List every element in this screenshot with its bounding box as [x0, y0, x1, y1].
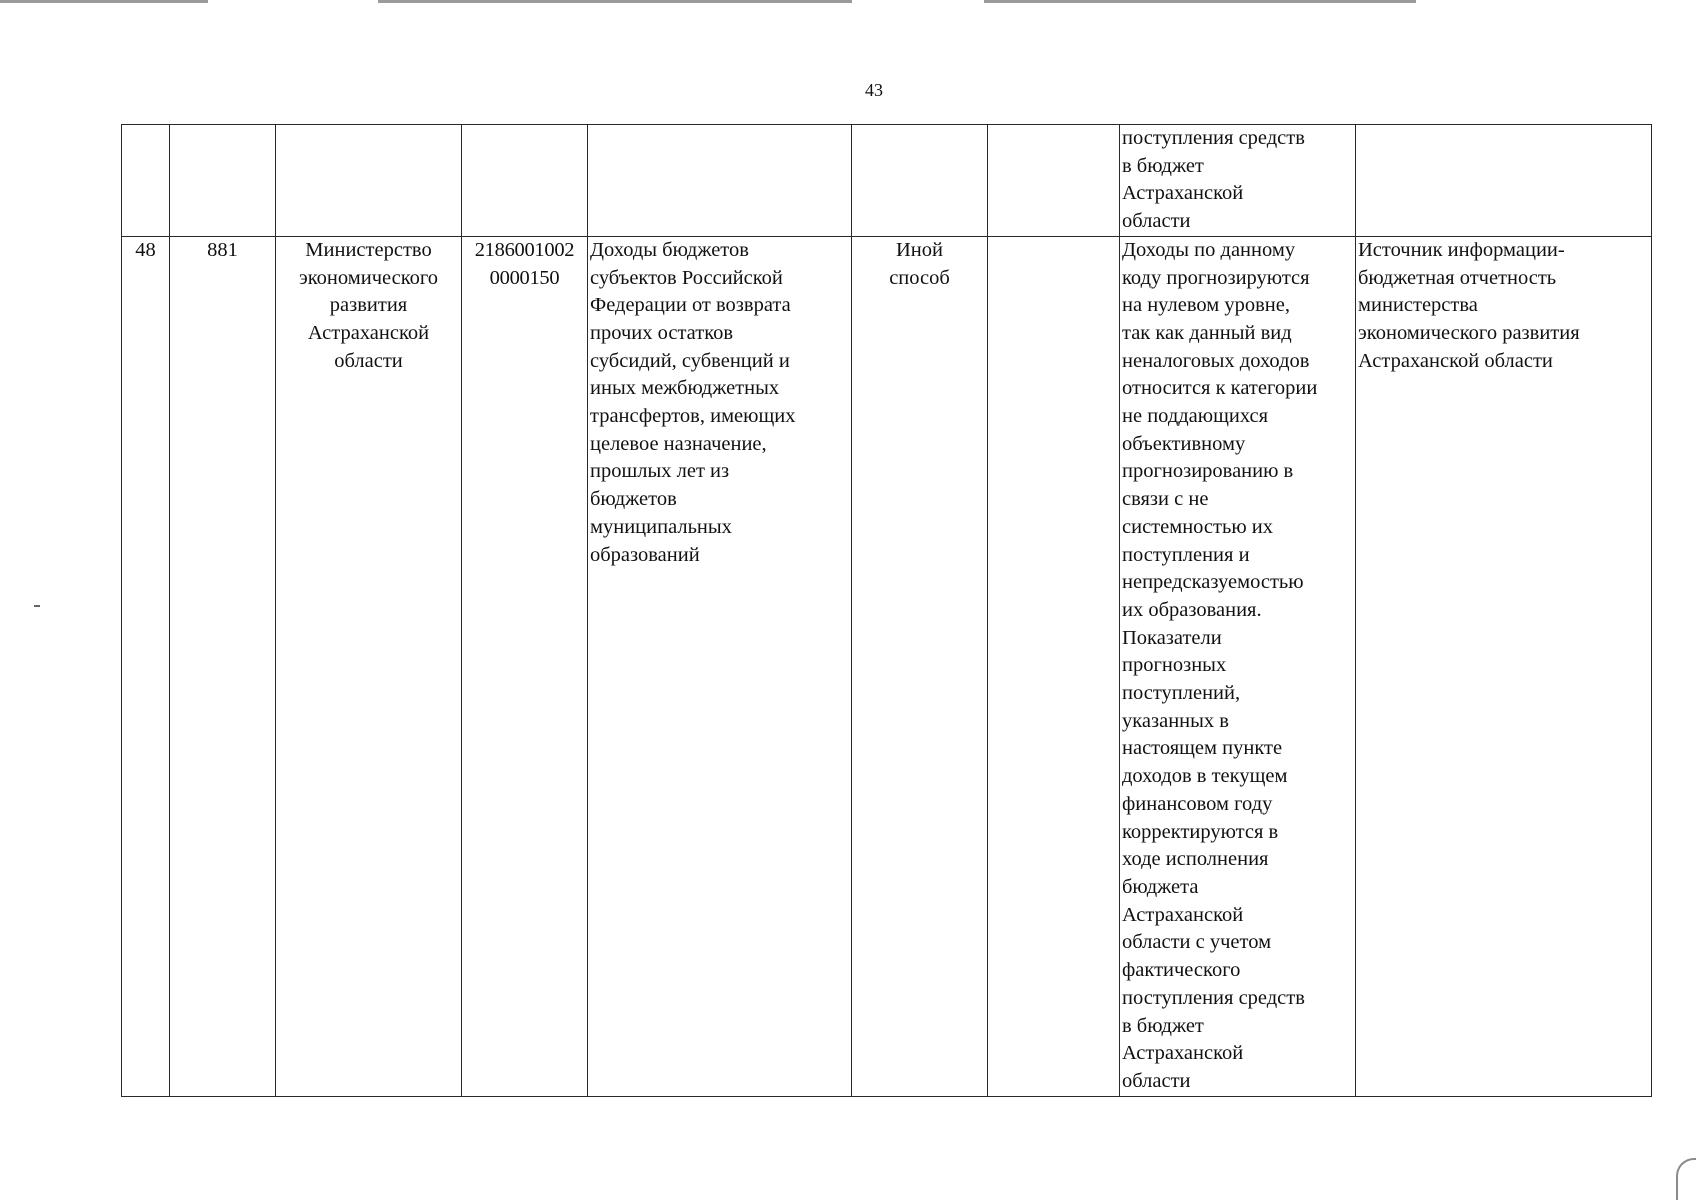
- scan-top-edge: [378, 0, 852, 3]
- kbk-code: 2186001002 0000150: [474, 238, 575, 289]
- cell-income-name: [588, 236, 852, 1096]
- income-name: Доходы бюджетов субъектов Российской Федерации от возврата прочих остатков субсидий, субвенций и иных межбюджетных трансфертов, имеющих целевое назначение, прошлых лет из бюджетов муниципальных образований: [590, 238, 796, 566]
- administrator-name: Министерство экономического развития Астраханской области: [298, 238, 439, 372]
- cell-kbk: [462, 236, 588, 1096]
- cell-method: [852, 125, 988, 237]
- cell-admin-code: [170, 236, 276, 1096]
- page-corner-curl: [1676, 1158, 1696, 1200]
- comment-text: Доходы по данному коду прогнозируются на нулевом уровне, так как данный вид неналоговых доходов относится к категории не поддающихся объективному прогнозированию в связи с не системностью их поступления и непредсказуемостью их образования. Показатели прогнозных поступлений, указанных в настоящем пункте доходов в текущем финансовом году корректируются в ходе исполнения бюджета Астраханской области с учетом фактического поступления средств в бюджет Астраханской области: [1122, 238, 1318, 1092]
- row-number: 48: [135, 238, 156, 261]
- table-row-continuation: [122, 125, 1652, 237]
- scan-speck: [34, 605, 40, 607]
- cell-administrator: [276, 236, 462, 1096]
- cell-num: [122, 236, 170, 1096]
- cell-admin-code: [170, 125, 276, 237]
- page-number: 43: [865, 80, 883, 100]
- cell-formula: [988, 236, 1120, 1096]
- forecast-method: Иной способ: [889, 238, 950, 289]
- scan-top-edge: [0, 0, 208, 3]
- admin-code: 881: [207, 238, 238, 261]
- cell-method: [852, 236, 988, 1096]
- cell-comment: [1120, 236, 1356, 1096]
- income-forecast-table: [121, 124, 1652, 1097]
- info-source: Источник информации- бюджетная отчетность министерства экономического развития Астраханской области: [1358, 238, 1580, 372]
- scan-top-edge: [984, 0, 1416, 3]
- cell-source: [1356, 236, 1652, 1096]
- cell-administrator: [276, 125, 462, 237]
- cell-source: [1356, 125, 1652, 237]
- comment-text: поступления средств в бюджет Астраханской области: [1122, 127, 1305, 233]
- cell-formula: [988, 125, 1120, 237]
- cell-income-name: [588, 125, 852, 237]
- table-row: [122, 236, 1652, 1096]
- cell-kbk: [462, 125, 588, 237]
- cell-num: [122, 125, 170, 237]
- cell-comment: [1120, 125, 1356, 237]
